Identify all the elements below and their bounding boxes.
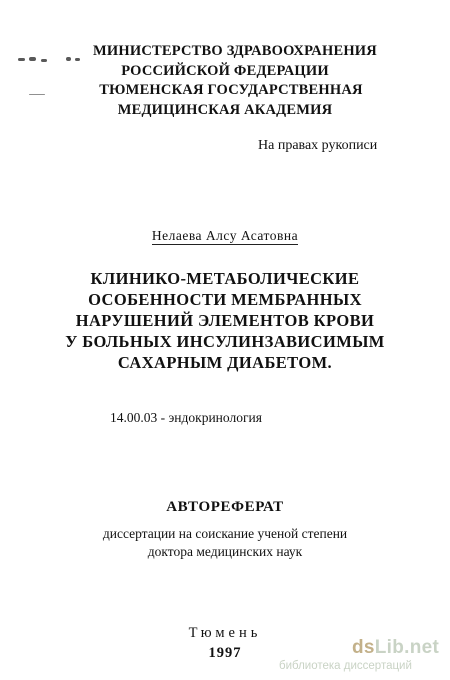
dslib-watermark-logo: [352, 637, 439, 659]
watermark-logo-rest: Lib.net: [374, 637, 440, 658]
city: Тюмень: [188, 625, 262, 641]
ministry-line: ТЮМЕНСКАЯ ГОСУДАРСТВЕННАЯ: [99, 82, 363, 98]
author-name-text: Нелаева Алсу Асатовна: [151, 228, 299, 243]
manuscript-note: На правах рукописи: [258, 138, 378, 153]
title-line: КЛИНИКО-МЕТАБОЛИЧЕСКИЕ: [90, 269, 360, 288]
document-type: АВТОРЕФЕРАТ: [166, 499, 284, 515]
title-line: НАРУШЕНИЙ ЭЛЕМЕНТОВ КРОВИ: [75, 311, 375, 330]
specialty-code: 14.00.03 - эндокринология: [110, 410, 262, 425]
year: 1997: [208, 645, 242, 661]
ministry-line: МИНИСТЕРСТВО ЗДРАВООХРАНЕНИЯ: [93, 43, 377, 59]
ministry-line: МЕДИЦИНСКАЯ АКАДЕМИЯ: [117, 101, 333, 118]
title-line: ОСОБЕННОСТИ МЕМБРАННЫХ: [88, 290, 362, 309]
ministry-header: [0, 42, 450, 120]
title-line: У БОЛЬНЫХ ИНСУЛИНЗАВИСИМЫМ: [65, 332, 385, 351]
author-name: [0, 228, 450, 244]
title-line: САХАРНЫМ ДИАБЕТОМ.: [117, 353, 333, 372]
ministry-line: РОССИЙСКОЙ ФЕДЕРАЦИИ: [121, 62, 329, 79]
dissertation-title: [0, 268, 450, 373]
dissertation-degree: [0, 525, 450, 561]
dslib-watermark-subtitle: библиотека диссертаций: [279, 660, 412, 672]
watermark-logo-prefix: ds: [352, 637, 375, 658]
degree-line: доктора медицинских наук: [147, 544, 303, 559]
degree-line: диссертации на соискание ученой степени: [102, 526, 348, 541]
